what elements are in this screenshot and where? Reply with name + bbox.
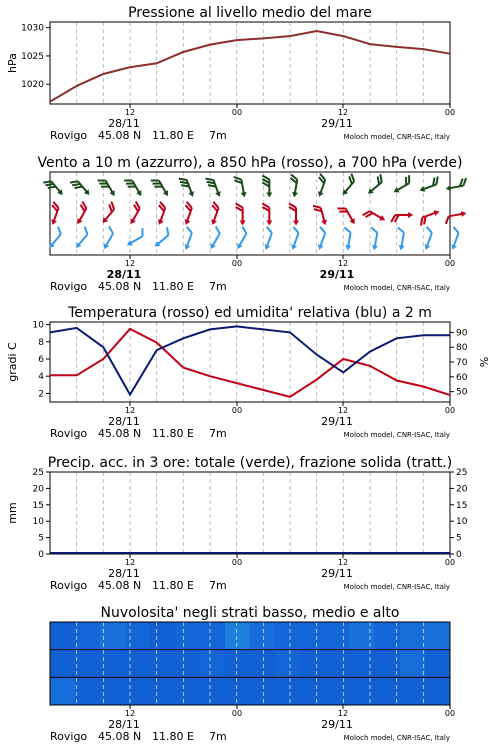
cloud-cell <box>225 677 251 705</box>
cloud-cell <box>50 650 76 678</box>
cloud-cell <box>425 622 451 650</box>
barb-shaft <box>157 235 168 245</box>
cloud-cell <box>175 622 201 650</box>
barb-head <box>210 219 217 226</box>
panel-title: Vento a 10 m (azzurro), a 850 hPa (rosso), a 700 hPa (verde) <box>37 155 463 171</box>
cloud-cell <box>275 650 301 678</box>
barb-head <box>241 192 248 198</box>
date-label: 28/11 <box>108 567 140 580</box>
barb-shaft <box>427 233 432 247</box>
panel-title: Nuvolosita' negli strati basso, medio e alto <box>100 605 400 621</box>
barb-feather <box>370 227 378 232</box>
wind-barb <box>205 175 222 199</box>
barb-head <box>208 243 216 250</box>
barb-head <box>316 244 323 251</box>
barb-head <box>50 219 57 226</box>
barb-feather <box>139 228 146 236</box>
barb-head <box>263 244 270 251</box>
barb-head <box>215 191 222 198</box>
location-name: Rovigo <box>50 427 88 440</box>
x-tick-label: 00 <box>231 558 243 567</box>
y-tick-label: 0 <box>38 550 44 560</box>
barb-shaft <box>396 183 409 191</box>
cloud-cell <box>225 650 251 678</box>
cloud-cell <box>400 677 426 705</box>
wind-barb <box>259 227 276 251</box>
barb-head <box>293 221 299 226</box>
x-tick-label: 12 <box>124 259 136 268</box>
cloud-cell <box>250 622 276 650</box>
x-tick-label: 12 <box>337 259 349 268</box>
y-axis-label: hPa <box>6 53 19 73</box>
y-axis-label: gradi C <box>6 342 19 382</box>
cloud-cell <box>200 677 226 705</box>
x-tick-label: 12 <box>337 108 349 117</box>
cloud-cell <box>400 650 426 678</box>
y-tick-label: 80 <box>456 343 468 354</box>
cloud-cell <box>125 677 151 705</box>
barb-shaft <box>370 182 381 192</box>
x-tick-label: 00 <box>231 108 243 117</box>
barb-shaft <box>422 184 436 189</box>
x-tick-label: 00 <box>444 259 456 268</box>
wind-barb <box>287 174 301 197</box>
cloud-cell <box>100 677 126 705</box>
wind-barb <box>394 227 408 250</box>
barb-shaft <box>453 233 458 247</box>
location-lon: 11.80 E <box>152 427 194 440</box>
barb-shaft <box>78 234 88 245</box>
panel-title: Precip. acc. in 3 ore: totale (verde), frazione solida (tratt.) <box>47 455 453 471</box>
x-tick-label: 12 <box>337 558 349 567</box>
cloud-cell <box>75 677 101 705</box>
date-label: 29/11 <box>321 567 353 580</box>
barb-head <box>266 193 272 198</box>
location-lon: 11.80 E <box>152 579 194 592</box>
location-elev: 7m <box>209 579 227 592</box>
barb-feather <box>397 227 405 232</box>
barb-head <box>408 212 413 218</box>
wind-barb <box>236 204 246 226</box>
date-label: 29/11 <box>319 268 355 281</box>
wind-barb <box>71 227 93 250</box>
x-tick-label: 00 <box>231 709 243 718</box>
x-tick-label: 12 <box>124 406 136 415</box>
barb-head <box>290 244 297 251</box>
wind-barb <box>262 204 272 226</box>
panel-title: Temperatura (rosso) ed umidita' relativa (blu) a 2 m <box>68 305 432 321</box>
barb-shaft <box>422 212 436 217</box>
barb-shaft <box>105 209 115 220</box>
wind-barb <box>446 227 463 251</box>
y-tick-label: 0 <box>456 550 462 560</box>
barb-feather <box>164 227 172 235</box>
plot-frame <box>50 472 450 554</box>
y-tick-label: 50 <box>456 387 468 398</box>
barb-head <box>266 221 272 226</box>
barb-head <box>321 220 328 226</box>
wind-barb <box>312 174 329 198</box>
wind-barb <box>444 210 467 224</box>
barb-shaft <box>239 234 247 247</box>
model-credit: Moloch model, CNR-ISAC, Italy <box>343 133 450 141</box>
cloud-cell <box>250 650 276 678</box>
location-elev: 7m <box>209 427 227 440</box>
barb-feather <box>265 227 273 233</box>
location-lon: 11.80 E <box>152 730 194 743</box>
wind-barb <box>125 202 145 226</box>
wind-barb <box>234 175 248 198</box>
barb-shaft <box>375 233 378 248</box>
barb-head <box>240 221 246 226</box>
wind-barb <box>70 176 92 199</box>
cloud-cell <box>175 677 201 705</box>
cloud-cell <box>200 622 226 650</box>
wind-barb <box>71 202 91 226</box>
y-tick-label: 6 <box>38 354 44 365</box>
cloud-cell <box>325 650 351 678</box>
wind-barb <box>150 227 173 249</box>
barb-shaft <box>346 209 354 222</box>
barb-feather <box>214 227 222 234</box>
barb-shaft <box>449 186 464 189</box>
barb-head <box>379 215 386 223</box>
plot-frame <box>50 22 450 104</box>
model-credit: Moloch model, CNR-ISAC, Italy <box>343 734 450 742</box>
barb-head <box>291 192 298 198</box>
cloud-cell <box>150 650 176 678</box>
barb-feather <box>107 227 115 234</box>
x-tick-label: 12 <box>124 108 136 117</box>
wind-barb <box>179 175 196 199</box>
location-lat: 45.08 N <box>98 280 142 293</box>
y-tick-label: 90 <box>456 328 468 339</box>
barb-head <box>418 186 425 193</box>
wind-barb <box>179 227 196 251</box>
wind-barb <box>338 204 358 228</box>
wind-barb <box>312 227 329 251</box>
location-lat: 45.08 N <box>98 730 142 743</box>
x-tick-label: 00 <box>444 108 456 117</box>
cloud-cell <box>125 650 151 678</box>
date-label: 28/11 <box>106 268 142 281</box>
barb-head <box>349 218 357 225</box>
wind-barb <box>124 176 144 200</box>
cloud-cell <box>400 622 426 650</box>
panel-3 <box>6 455 468 592</box>
x-tick-label: 12 <box>337 709 349 718</box>
barb-feather <box>425 227 433 233</box>
barb-head <box>461 210 467 217</box>
barb-head <box>316 191 323 198</box>
barb-shaft <box>187 233 192 247</box>
y-tick-label: 10 <box>32 517 44 528</box>
barb-head <box>163 190 171 197</box>
barb-head <box>125 240 132 248</box>
cloud-cell <box>350 677 376 705</box>
barb-head <box>423 244 430 251</box>
y-tick-label: 5 <box>456 533 462 544</box>
wind-barb <box>151 176 171 200</box>
date-label: 28/11 <box>108 415 140 428</box>
barb-feather <box>240 227 248 234</box>
date-label: 28/11 <box>108 117 140 130</box>
wind-barb <box>391 212 413 222</box>
wind-barb <box>289 204 299 226</box>
x-tick-label: 12 <box>124 558 136 567</box>
barb-head <box>235 243 243 250</box>
y-tick-label: 60 <box>456 372 468 383</box>
barb-head <box>371 245 378 251</box>
humidity-line <box>50 326 450 394</box>
wind-barb <box>444 178 467 192</box>
wind-barb <box>313 203 328 227</box>
barb-head <box>183 219 190 226</box>
cloud-cell <box>150 677 176 705</box>
cloud-cell <box>425 677 451 705</box>
location-lat: 45.08 N <box>98 427 142 440</box>
x-tick-label: 12 <box>337 406 349 415</box>
location-lat: 45.08 N <box>98 579 142 592</box>
y-tick-label: 20 <box>456 484 468 495</box>
barb-shaft <box>106 234 114 247</box>
barb-feather <box>445 216 450 224</box>
barb-feather <box>82 227 90 235</box>
date-label: 29/11 <box>321 415 353 428</box>
wind-barb <box>179 202 196 226</box>
cloud-cell <box>300 650 326 678</box>
y-tick-label: 20 <box>32 484 44 495</box>
location-name: Rovigo <box>50 730 88 743</box>
cloud-cell <box>150 622 176 650</box>
y-tick-label: 1025 <box>21 51 44 62</box>
barb-shaft <box>241 180 244 195</box>
location-name: Rovigo <box>50 280 88 293</box>
model-credit: Moloch model, CNR-ISAC, Italy <box>343 583 450 591</box>
y-tick-label: 5 <box>38 533 44 544</box>
barb-shaft <box>449 214 464 217</box>
wind-barb <box>43 176 65 199</box>
wind-barb <box>123 228 147 248</box>
barb-feather <box>319 227 327 233</box>
panel-2 <box>6 305 491 440</box>
cloud-cell <box>300 677 326 705</box>
wind-barb <box>98 176 118 200</box>
temperature-line <box>50 329 450 397</box>
x-tick-label: 00 <box>231 406 243 415</box>
wind-barb <box>152 202 169 226</box>
y-axis-label: mm <box>6 502 19 524</box>
y-tick-label: 70 <box>456 358 468 368</box>
barb-feather <box>292 227 300 233</box>
location-elev: 7m <box>209 730 227 743</box>
x-tick-label: 00 <box>444 709 456 718</box>
barb-shaft <box>293 233 298 247</box>
y-tick-label: 8 <box>38 337 44 348</box>
cloud-cell <box>275 677 301 705</box>
y-tick-label: 1030 <box>21 23 44 34</box>
barb-head <box>136 190 144 197</box>
location-elev: 7m <box>209 280 227 293</box>
x-tick-label: 00 <box>444 558 456 567</box>
wind-barb <box>417 176 441 193</box>
cloud-cell <box>50 622 76 650</box>
x-tick-label: 12 <box>124 709 136 718</box>
cloud-cell <box>200 650 226 678</box>
wind-barb <box>262 176 272 198</box>
barb-shaft <box>348 233 351 248</box>
barb-feather <box>344 227 352 232</box>
cloud-cell <box>175 650 201 678</box>
cloud-cell <box>275 622 301 650</box>
barb-head <box>128 218 136 225</box>
location-name: Rovigo <box>50 129 88 142</box>
wind-barb <box>205 227 225 251</box>
wind-barb <box>418 209 442 226</box>
y-tick-label: 10 <box>32 320 44 331</box>
wind-barb <box>97 202 119 225</box>
y-tick-label: 15 <box>32 500 44 511</box>
wind-barb <box>367 227 381 250</box>
wind-barb <box>206 202 223 226</box>
barb-head <box>433 209 440 216</box>
cloud-cell <box>325 622 351 650</box>
wind-barb <box>341 227 355 250</box>
barb-head <box>345 245 352 251</box>
barb-head <box>75 218 83 225</box>
cloud-cell <box>75 622 101 650</box>
cloud-cell <box>250 677 276 705</box>
wind-barb <box>46 202 63 226</box>
barb-feather <box>55 227 63 235</box>
location-lon: 11.80 E <box>152 129 194 142</box>
date-label: 29/11 <box>321 117 353 130</box>
barb-head <box>450 244 457 251</box>
barb-shaft <box>132 209 140 222</box>
y-tick-label: 25 <box>32 468 44 478</box>
wind-barb <box>363 174 386 196</box>
cloud-cell <box>75 650 101 678</box>
barb-head <box>183 244 190 251</box>
panel-0 <box>6 5 455 142</box>
wind-barb <box>419 227 436 251</box>
wind-barb <box>363 207 387 227</box>
date-label: 28/11 <box>108 718 140 731</box>
plot-frame <box>50 322 450 402</box>
y-tick-label: 15 <box>456 500 468 511</box>
barb-shaft <box>345 181 355 192</box>
cloud-cell <box>225 622 251 650</box>
wind-barb <box>286 227 303 251</box>
model-credit: Moloch model, CNR-ISAC, Italy <box>343 284 450 292</box>
wind-barb <box>98 227 118 251</box>
wind-barb <box>390 175 414 195</box>
cloud-cell <box>425 650 451 678</box>
barb-head <box>156 219 163 226</box>
cloud-cell <box>350 622 376 650</box>
barb-head <box>392 187 399 195</box>
barb-shaft <box>130 236 143 244</box>
barb-shaft <box>79 209 87 222</box>
cloud-cell <box>100 650 126 678</box>
barb-head <box>398 245 405 251</box>
location-lon: 11.80 E <box>152 280 194 293</box>
cloud-cell <box>125 622 151 650</box>
barb-shaft <box>212 234 220 247</box>
location-elev: 7m <box>209 129 227 142</box>
y-tick-label: 1020 <box>21 80 44 91</box>
panel-4 <box>50 605 455 743</box>
panel-title: Pressione al livello medio del mare <box>128 5 372 21</box>
barb-head <box>188 191 195 198</box>
y-tick-label: 25 <box>456 468 468 478</box>
location-name: Rovigo <box>50 579 88 592</box>
cloud-cell <box>350 650 376 678</box>
barb-head <box>101 243 109 250</box>
panel-1 <box>37 155 467 293</box>
barb-shaft <box>51 234 61 245</box>
x-tick-label: 00 <box>444 406 456 415</box>
wind-barb <box>337 174 359 197</box>
cloud-cell <box>100 622 126 650</box>
cloud-cell <box>300 622 326 650</box>
y-tick-label: 10 <box>456 517 468 528</box>
barb-shaft <box>370 211 383 219</box>
barb-feather <box>185 227 193 233</box>
wind-barb <box>231 227 251 251</box>
y-axis-label-right: % <box>478 356 491 368</box>
x-tick-label: 00 <box>231 259 243 268</box>
barb-shaft <box>267 233 272 247</box>
wind-barb <box>44 227 66 250</box>
barb-shaft <box>401 233 404 248</box>
barb-head <box>109 190 117 197</box>
pressure-line <box>50 31 450 102</box>
barb-shaft <box>321 208 325 222</box>
barb-feather <box>452 227 460 233</box>
y-tick-label: 4 <box>38 372 44 383</box>
cloud-cell <box>50 677 76 705</box>
barb-shaft <box>320 233 325 247</box>
date-label: 29/11 <box>321 718 353 731</box>
model-credit: Moloch model, CNR-ISAC, Italy <box>343 431 450 439</box>
y-tick-label: 2 <box>38 389 44 400</box>
location-lat: 45.08 N <box>98 129 142 142</box>
cloud-cell <box>325 677 351 705</box>
